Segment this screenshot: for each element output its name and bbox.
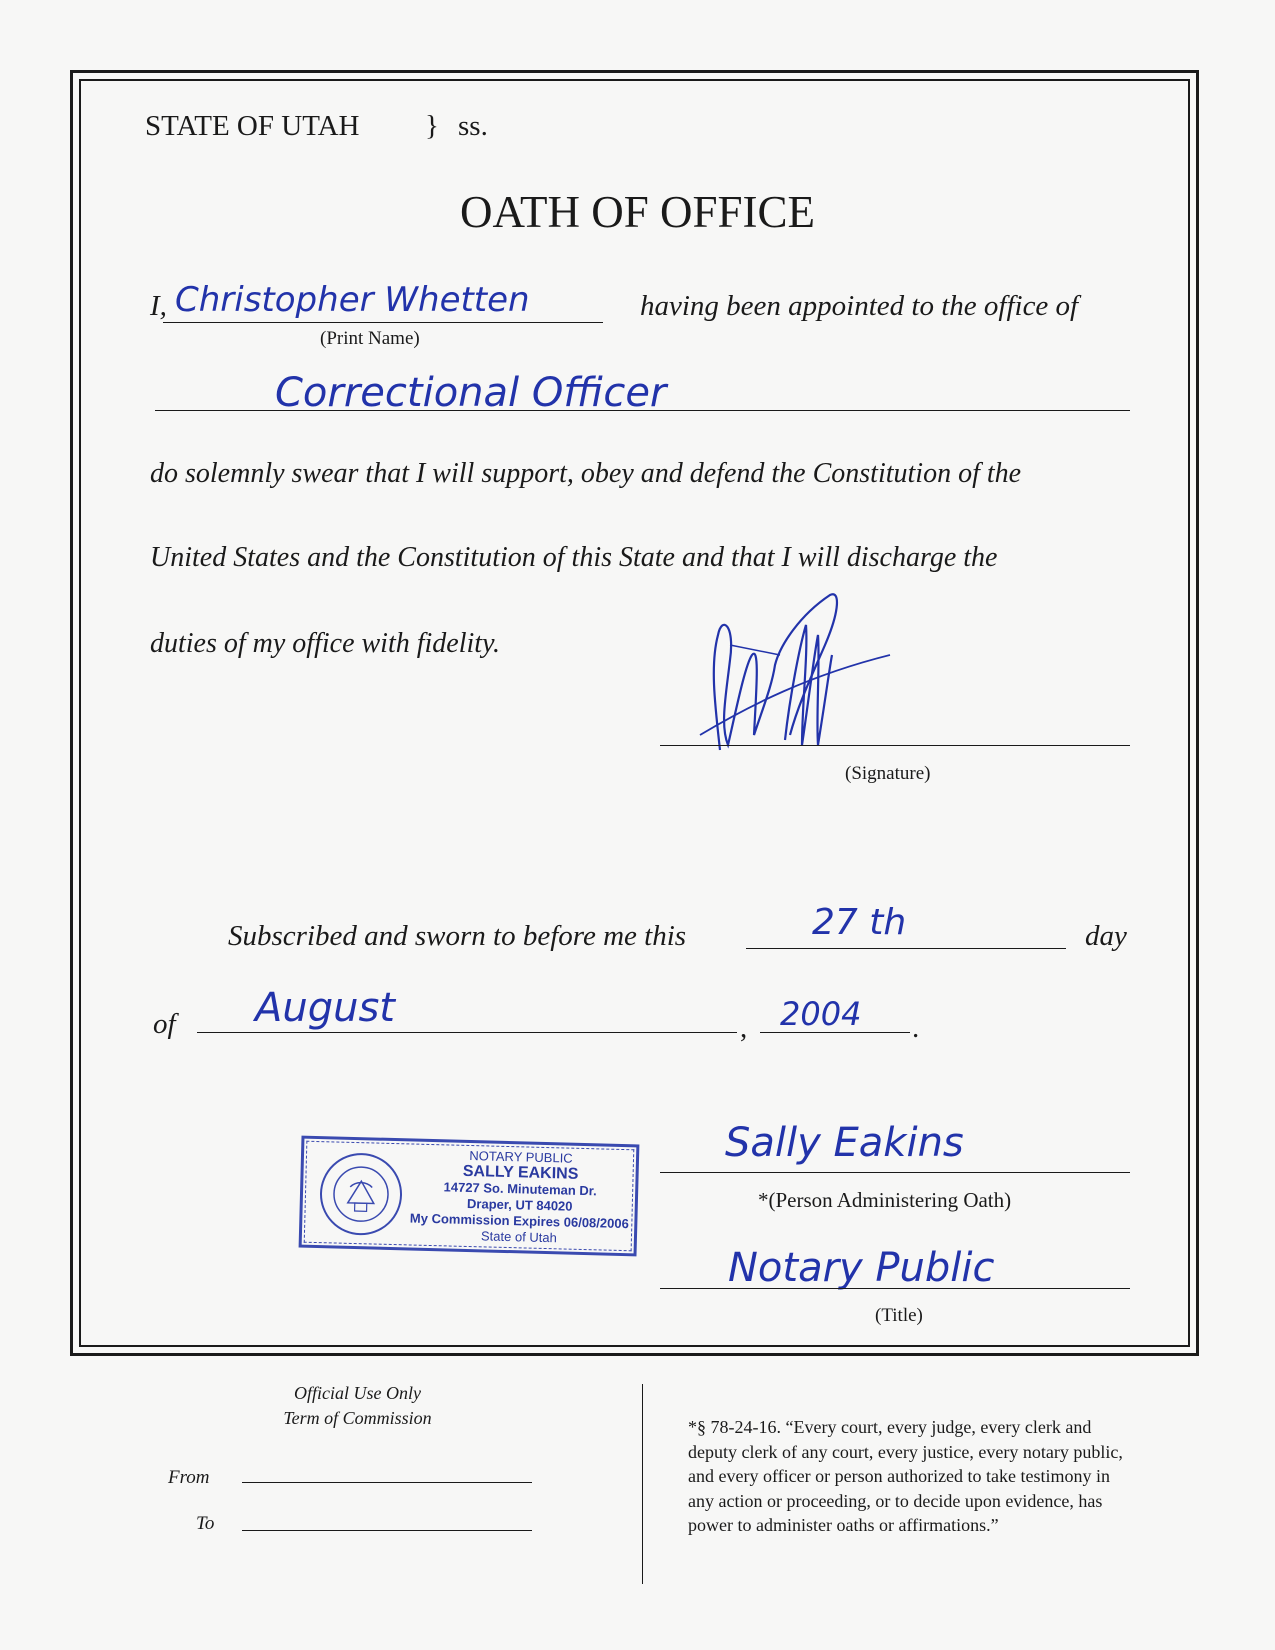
office-handwritten: Correctional Officer	[275, 370, 667, 416]
state-label: STATE OF UTAH	[145, 110, 360, 142]
date-comma: ,	[740, 1012, 748, 1044]
official-use-heading: Official Use Only	[294, 1383, 421, 1403]
appointed-text: having been appointed to the office of	[640, 290, 1079, 322]
statute-line-1: *§ 78-24-16. “Every court, every judge, every clerk and	[688, 1417, 1092, 1437]
oath-text-line-2: United States and the Constitution of this State and that I will discharge the	[150, 542, 998, 573]
signature-line	[660, 745, 1130, 746]
title-line	[660, 1288, 1130, 1289]
statute-note	[688, 1415, 1123, 1538]
to-label: To	[196, 1513, 215, 1534]
office-line	[155, 410, 1130, 411]
date-period: .	[912, 1012, 920, 1044]
statute-line-4: any action or proceeding, or to decide upon evidence, has	[688, 1490, 1103, 1511]
of-label: of	[153, 1008, 176, 1040]
stamp-line-6: State of Utah	[480, 1228, 558, 1246]
subscribed-text: Subscribed and sworn to before me this	[228, 920, 687, 952]
day-label: day	[1085, 920, 1127, 952]
administrator-title-handwritten: Notary Public	[728, 1245, 995, 1291]
officer-signature	[690, 585, 900, 760]
notary-stamp	[299, 1136, 640, 1257]
state-seal-icon	[317, 1150, 405, 1238]
statute-line-3: and every officer or person authorized to take testimony in	[688, 1466, 1111, 1486]
month-handwritten: August	[255, 985, 395, 1031]
ss-label: ss.	[458, 110, 488, 142]
term-heading: Term of Commission	[283, 1408, 432, 1428]
administrator-line	[660, 1172, 1130, 1173]
printed-name-handwritten: Christopher Whetten	[175, 280, 530, 320]
to-line	[242, 1530, 532, 1531]
statute-line-5: power to administer oaths or affirmations.”	[688, 1515, 999, 1535]
vertical-divider	[642, 1384, 643, 1584]
signature-caption: (Signature)	[845, 763, 931, 784]
stamp-line-1: NOTARY PUBLIC	[469, 1147, 573, 1166]
pronoun-i: I,	[150, 290, 167, 322]
ss-bracket: }	[425, 110, 439, 142]
name-line	[163, 322, 603, 323]
day-handwritten: 27 th	[812, 902, 907, 943]
from-label: From	[168, 1467, 210, 1488]
title-caption: (Title)	[875, 1305, 923, 1326]
year-line	[760, 1032, 910, 1033]
page-title: OATH OF OFFICE	[459, 187, 816, 237]
statute-line-2: deputy clerk of any court, every justice, every notary public,	[688, 1441, 1123, 1462]
stamp-line-2: SALLY EAKINS	[462, 1162, 579, 1183]
oath-text-line-1: do solemnly swear that I will support, obey and defend the Constitution of the	[150, 458, 1022, 489]
administrator-caption: *(Person Administering Oath)	[758, 1188, 1012, 1212]
stamp-line-3: 14727 So. Minuteman Dr.	[443, 1179, 597, 1199]
stamp-line-5: My Commission Expires 06/08/2006	[409, 1210, 629, 1232]
day-line	[746, 948, 1066, 949]
month-line	[197, 1032, 737, 1033]
administrator-signature: Sally Eakins	[725, 1120, 964, 1166]
from-line	[242, 1482, 532, 1483]
year-handwritten: 2004	[780, 995, 862, 1033]
stamp-line-4: Draper, UT 84020	[466, 1195, 573, 1214]
oath-text-line-3: duties of my office with fidelity.	[150, 628, 500, 659]
print-name-caption: (Print Name)	[320, 328, 420, 349]
